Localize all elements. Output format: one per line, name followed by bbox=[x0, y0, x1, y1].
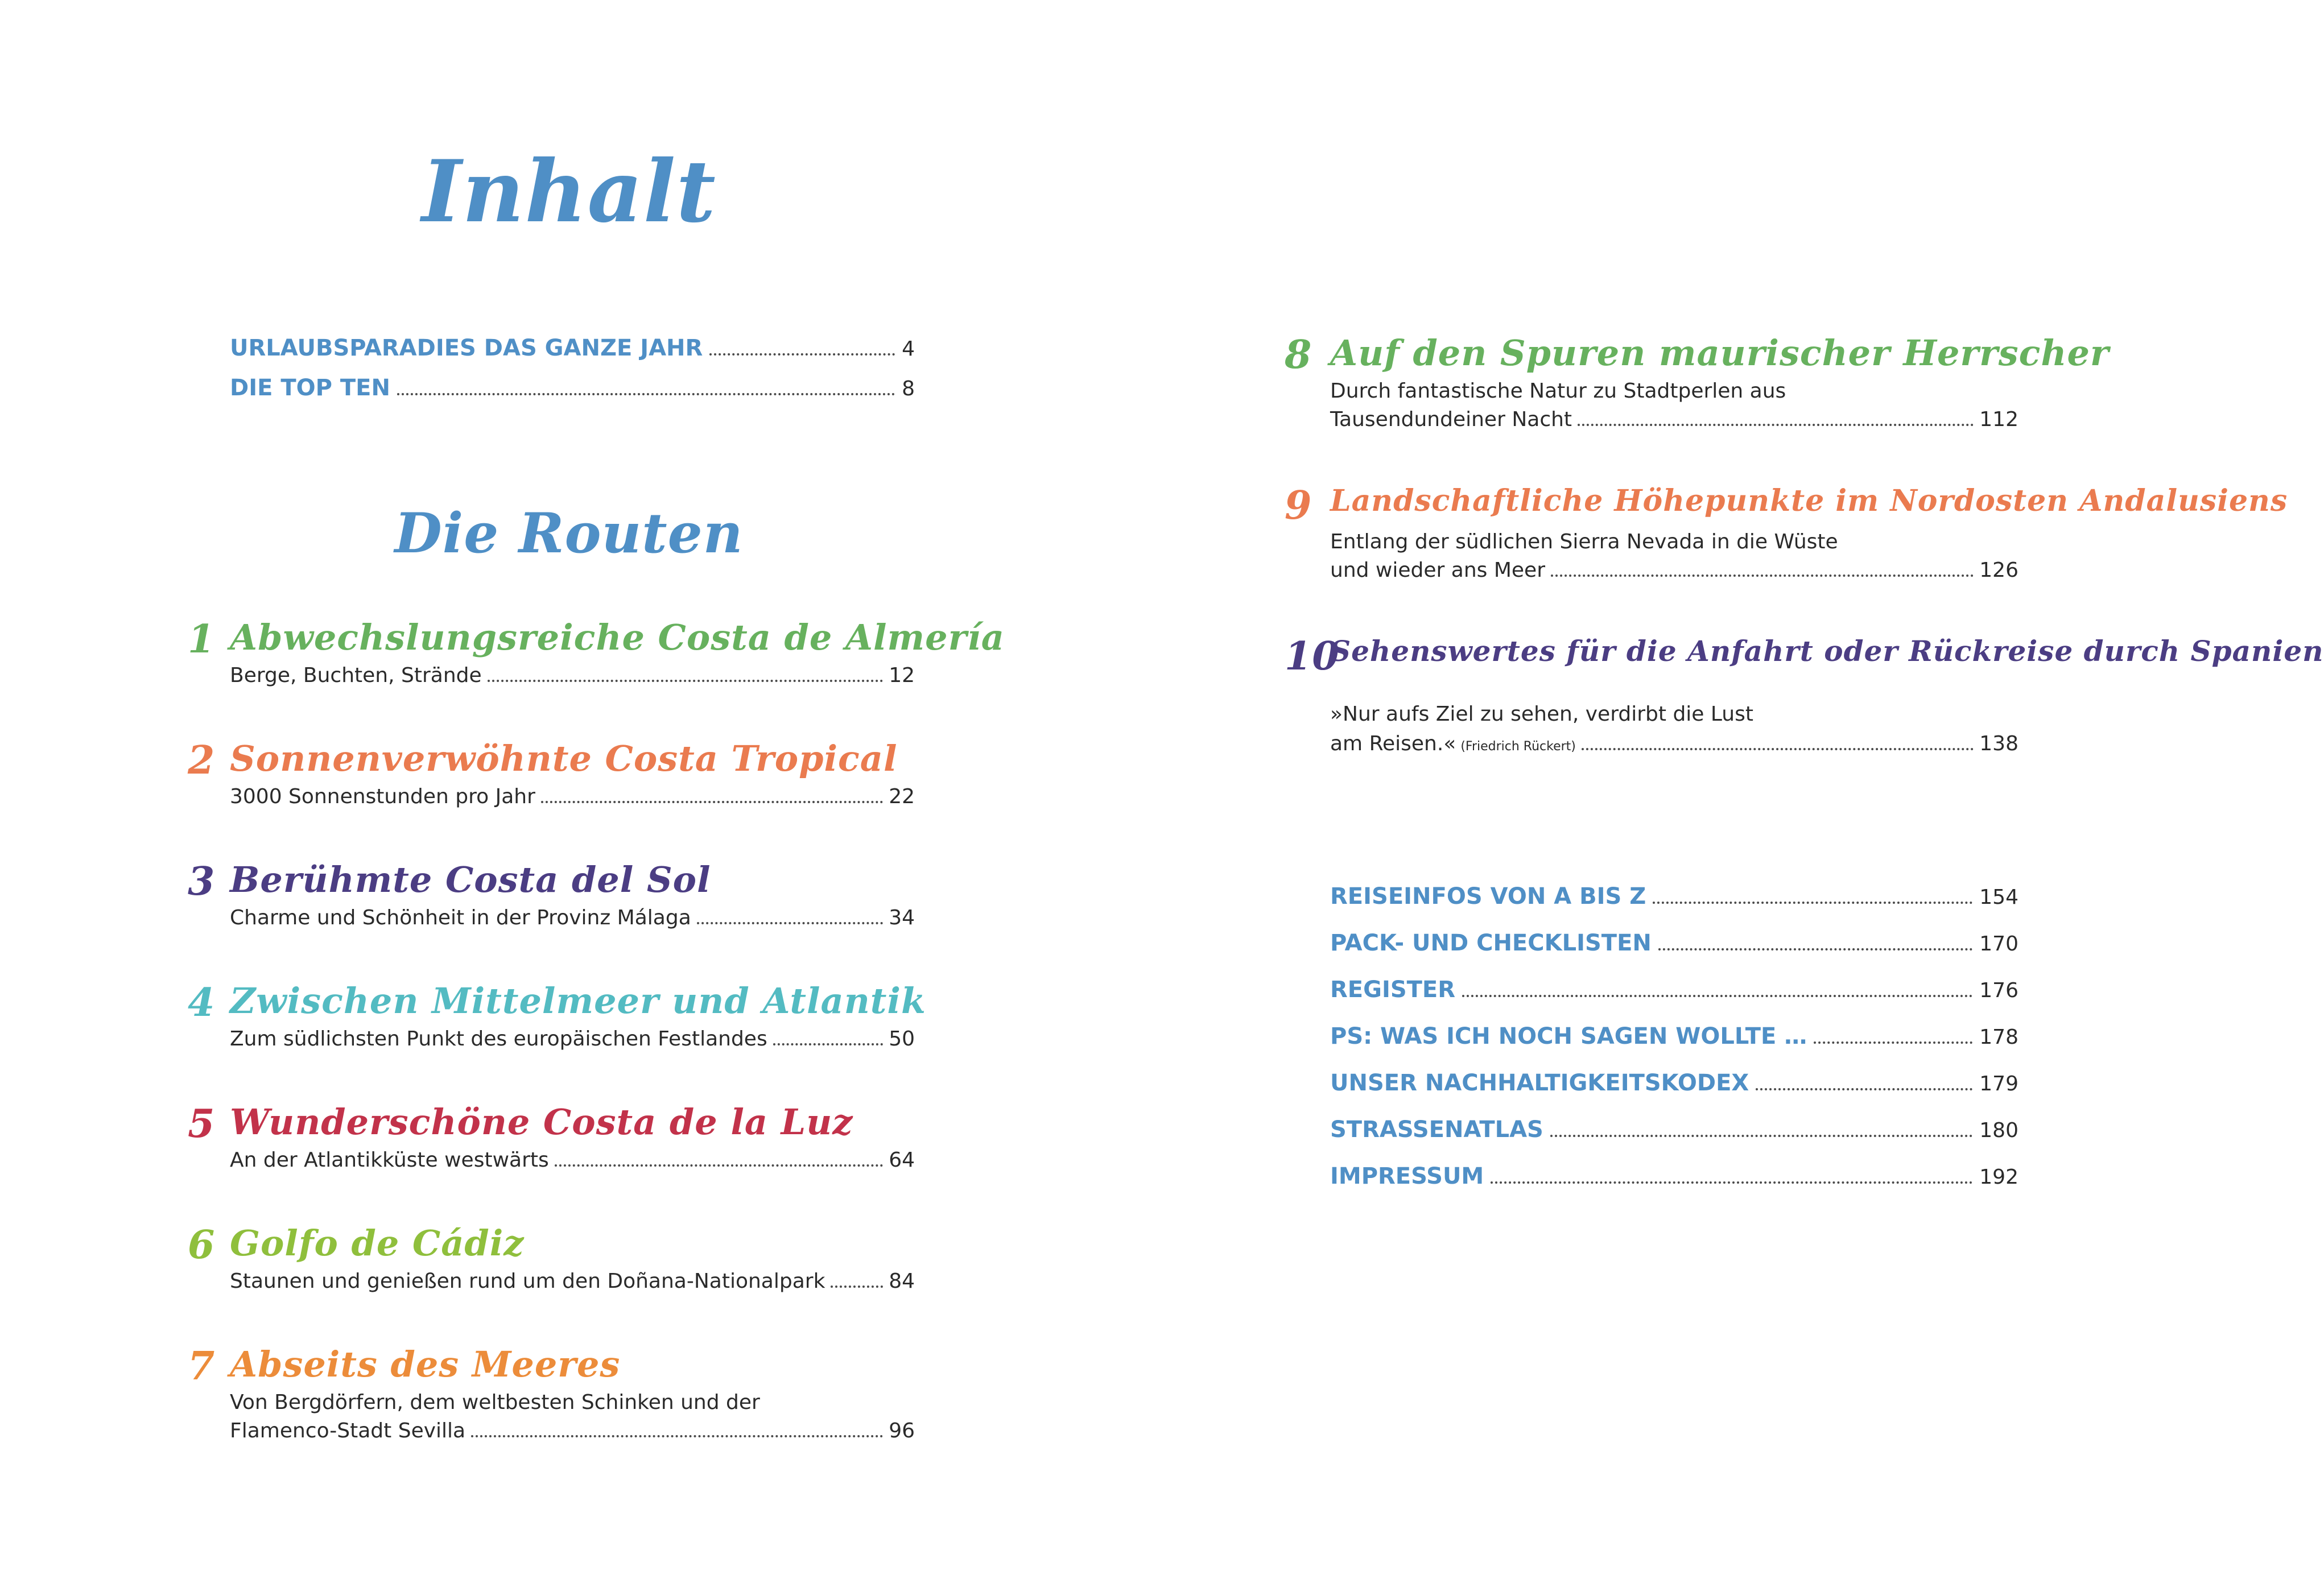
toc-entry-appendix-3[interactable] bbox=[1330, 978, 2018, 1001]
route-entry-2[interactable] bbox=[188, 738, 915, 826]
toc-page-number: 180 bbox=[1979, 1119, 2018, 1142]
route-number: 4 bbox=[188, 980, 216, 1026]
dot-leader bbox=[831, 1285, 883, 1288]
route-subtitle: 3000 Sonnenstunden pro Jahr bbox=[230, 785, 535, 808]
dot-leader bbox=[1814, 1041, 1972, 1044]
route-entry-9[interactable] bbox=[1285, 483, 2288, 600]
toc-entry-appendix-2[interactable] bbox=[1330, 932, 2018, 954]
route-subtitle: Flamenco-Stadt Sevilla bbox=[230, 1419, 466, 1442]
dot-leader bbox=[709, 353, 895, 356]
toc-entry-label: REISEINFOS VON A BIS Z bbox=[1330, 883, 1646, 910]
route-note: (Friedrich Rückert) bbox=[1460, 739, 1576, 754]
route-subtitle: An der Atlantikküste westwärts bbox=[230, 1148, 549, 1172]
dot-leader bbox=[471, 1435, 883, 1437]
route-subtitle-row bbox=[1330, 734, 2018, 754]
toc-page-number: 179 bbox=[1979, 1072, 2018, 1096]
routes-heading: Die Routen bbox=[394, 501, 744, 565]
route-number: 10 bbox=[1285, 634, 1340, 679]
route-subtitle-row bbox=[1330, 560, 2018, 581]
route-number: 6 bbox=[188, 1222, 216, 1268]
route-subtitle-row bbox=[230, 1271, 915, 1292]
route-subtitle: am Reisen.« bbox=[1330, 732, 1456, 755]
route-subtitle-row bbox=[230, 908, 915, 928]
dot-leader bbox=[1491, 1181, 1972, 1184]
toc-page-number: 176 bbox=[1979, 979, 2018, 1002]
route-number: 1 bbox=[188, 617, 216, 662]
route-entry-10[interactable] bbox=[1285, 634, 2324, 774]
route-subtitle-row bbox=[230, 787, 915, 807]
toc-page-number: 22 bbox=[889, 785, 915, 808]
toc-page-number: 12 bbox=[889, 664, 915, 687]
route-subtitle-line1: Entlang der südlichen Sierra Nevada in die Wüste bbox=[1330, 530, 1838, 553]
route-title: Golfo de Cádiz bbox=[230, 1222, 525, 1264]
route-number: 5 bbox=[188, 1101, 216, 1147]
route-subtitle: Staunen und genießen rund um den Doñana-Nationalpark bbox=[230, 1270, 825, 1293]
toc-page-number: 154 bbox=[1979, 886, 2018, 909]
dot-leader bbox=[397, 393, 895, 395]
route-subtitle-row bbox=[230, 1421, 915, 1441]
toc-entry-label: IMPRESSUM bbox=[1330, 1163, 1484, 1189]
route-title: Berühmte Costa del Sol bbox=[230, 859, 711, 900]
toc-entry-label: URLAUBSPARADIES DAS GANZE JAHR bbox=[230, 335, 703, 361]
toc-page-number: 126 bbox=[1979, 559, 2018, 582]
route-entry-7[interactable] bbox=[188, 1344, 915, 1461]
toc-entry-appendix-6[interactable] bbox=[1330, 1118, 2018, 1141]
route-subtitle-line1: Durch fantastische Natur zu Stadtperlen aus bbox=[1330, 379, 1786, 403]
toc-entry-label: PACK- UND CHECKLISTEN bbox=[1330, 930, 1652, 956]
route-title: Sehenswertes für die Anfahrt oder Rückreise durch Spanien bbox=[1330, 634, 2324, 668]
route-subtitle: Berge, Buchten, Strände bbox=[230, 664, 482, 687]
toc-page-number: 4 bbox=[902, 337, 915, 361]
toc-page-number: 64 bbox=[889, 1148, 915, 1172]
route-title: Abseits des Meeres bbox=[230, 1344, 621, 1385]
toc-entry-label: REGISTER bbox=[1330, 977, 1456, 1003]
route-subtitle-line1: Von Bergdörfern, dem weltbesten Schinken und der bbox=[230, 1391, 760, 1414]
route-entry-8[interactable] bbox=[1285, 332, 2110, 449]
toc-entry-label: STRASSENATLAS bbox=[1330, 1117, 1543, 1143]
dot-leader bbox=[488, 680, 884, 682]
dot-leader bbox=[697, 922, 883, 924]
dot-leader bbox=[1756, 1088, 1972, 1090]
dot-leader bbox=[1551, 574, 1974, 577]
route-title: Abwechslungsreiche Costa de Almería bbox=[230, 617, 1005, 658]
route-number: 3 bbox=[188, 859, 216, 904]
route-number: 2 bbox=[188, 738, 216, 783]
toc-entry-intro-2[interactable] bbox=[230, 377, 915, 399]
route-subtitle: Charme und Schönheit in der Provinz Málaga bbox=[230, 906, 691, 929]
dot-leader bbox=[1653, 902, 1972, 904]
route-entry-5[interactable] bbox=[188, 1101, 915, 1190]
dot-leader bbox=[555, 1164, 883, 1167]
route-subtitle-row bbox=[230, 1029, 915, 1049]
toc-entry-label: UNSER NACHHALTIGKEITSKODEX bbox=[1330, 1070, 1749, 1096]
route-title: Wunderschöne Costa de la Luz bbox=[230, 1101, 853, 1143]
toc-entry-label: DIE TOP TEN bbox=[230, 375, 390, 401]
toc-page-number: 84 bbox=[889, 1270, 915, 1293]
dot-leader bbox=[1550, 1135, 1972, 1137]
route-subtitle-row bbox=[230, 1150, 915, 1171]
route-number: 9 bbox=[1285, 483, 1312, 528]
toc-page-number: 192 bbox=[1979, 1165, 2018, 1189]
toc-page-number: 138 bbox=[1979, 732, 2018, 755]
route-subtitle-line1: »Nur aufs Ziel zu sehen, verdirbt die Lust bbox=[1330, 702, 1753, 726]
route-title: Auf den Spuren maurischer Herrscher bbox=[1330, 332, 2110, 374]
route-subtitle: Zum südlichsten Punkt des europäischen Festlandes bbox=[230, 1027, 767, 1051]
dot-leader bbox=[1582, 748, 1974, 750]
route-title: Sonnenverwöhnte Costa Tropical bbox=[230, 738, 898, 779]
toc-entry-appendix-5[interactable] bbox=[1330, 1072, 2018, 1094]
route-number: 8 bbox=[1285, 332, 1312, 378]
toc-page-number: 34 bbox=[889, 906, 915, 929]
route-title: Landschaftliche Höhepunkte im Nordosten Andalusiens bbox=[1330, 483, 2288, 518]
dot-leader bbox=[1658, 948, 1972, 950]
toc-entry-appendix-7[interactable] bbox=[1330, 1165, 2018, 1188]
route-entry-6[interactable] bbox=[188, 1222, 915, 1311]
toc-page-number: 50 bbox=[889, 1027, 915, 1051]
toc-page-number: 8 bbox=[902, 377, 915, 400]
page-title: Inhalt bbox=[422, 142, 716, 242]
dot-leader bbox=[1462, 995, 1972, 997]
route-subtitle-row bbox=[1330, 410, 2018, 430]
toc-page-number: 170 bbox=[1979, 932, 2018, 956]
route-entry-4[interactable] bbox=[188, 980, 926, 1069]
route-number: 7 bbox=[188, 1344, 216, 1389]
route-title: Zwischen Mittelmeer und Atlantik bbox=[230, 980, 926, 1022]
toc-page-number: 112 bbox=[1979, 408, 2018, 431]
route-entry-1[interactable] bbox=[188, 617, 1005, 705]
toc-entry-appendix-1[interactable] bbox=[1330, 885, 2018, 908]
toc-entry-intro-1[interactable] bbox=[230, 337, 915, 359]
toc-page-number: 96 bbox=[889, 1419, 915, 1442]
route-subtitle: und wieder ans Meer bbox=[1330, 559, 1545, 582]
route-subtitle-row bbox=[230, 666, 915, 686]
route-entry-3[interactable] bbox=[188, 859, 915, 948]
dot-leader bbox=[1578, 424, 1974, 426]
dot-leader bbox=[541, 801, 883, 803]
toc-page-number: 178 bbox=[1979, 1026, 2018, 1049]
toc-entry-appendix-4[interactable] bbox=[1330, 1025, 2018, 1048]
toc-entry-label: PS: WAS ICH NOCH SAGEN WOLLTE … bbox=[1330, 1023, 1807, 1049]
route-subtitle: Tausendundeiner Nacht bbox=[1330, 408, 1572, 431]
dot-leader bbox=[773, 1043, 883, 1045]
